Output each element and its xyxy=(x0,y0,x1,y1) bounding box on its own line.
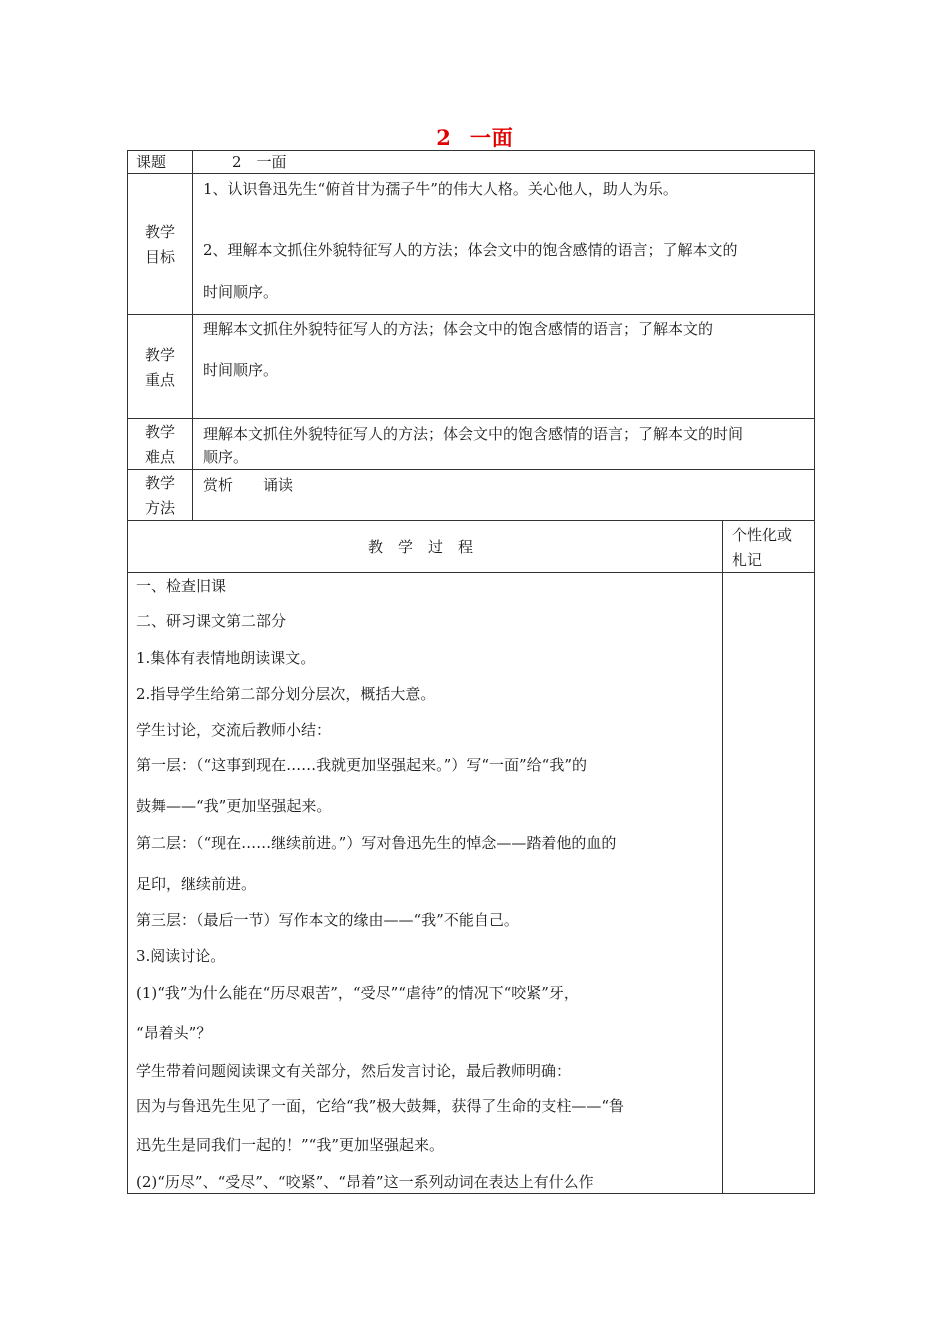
notes-column-header: 个性化或 札记 xyxy=(732,526,793,569)
process-line: 第一层：（“这事到现在……我就更加坚强起来。”）写“一面”给“我”的 xyxy=(136,756,588,774)
process-line: “昂着头”？ xyxy=(136,1024,212,1042)
page-title xyxy=(0,122,950,152)
process-line: 1.集体有表情地朗读课文。 xyxy=(136,649,316,667)
key-points-line-2: 时间顺序。 xyxy=(203,361,279,379)
process-line: 第三层：（最后一节）写作本文的缘由——“我”不能自己。 xyxy=(136,911,519,929)
goals-line-3: 时间顺序。 xyxy=(203,283,279,301)
methods-label: 教学 方法 xyxy=(144,474,175,517)
difficulties-label: 教学 难点 xyxy=(144,423,175,466)
process-line: 二、研习课文第二部分 xyxy=(136,612,287,630)
process-line: 足印，继续前进。 xyxy=(136,875,257,893)
process-line: 一、检查旧课 xyxy=(136,577,227,595)
course-value: 2 一面 xyxy=(232,153,287,171)
process-line: (2)“历尽”、“受尽”、“咬紧”、“昂着”这一系列动词在表达上有什么作 xyxy=(136,1173,594,1191)
process-line: 鼓舞——“我”更加坚强起来。 xyxy=(136,797,332,815)
goals-label: 教学 目标 xyxy=(144,223,175,266)
process-line: 迅先生是同我们一起的！”“我”更加坚强起来。 xyxy=(136,1136,445,1154)
difficulties-line-2: 顺序。 xyxy=(203,448,249,466)
process-line: 学生带着问题阅读课文有关部分，然后发言讨论，最后教师明确： xyxy=(136,1062,572,1080)
process-line: (1)“我”为什么能在“历尽艰苦”，“受尽”“虐待”的情况下“咬紧”牙， xyxy=(136,984,579,1002)
process-line: 第二层：（“现在……继续前进。”）写对鲁迅先生的悼念——踏着他的血的 xyxy=(136,834,617,852)
process-line: 学生讨论，交流后教师小结： xyxy=(136,721,332,739)
key-points-label: 教学 重点 xyxy=(144,346,175,389)
lesson-title: 一面 xyxy=(469,125,514,150)
methods-value: 赏析 诵读 xyxy=(203,476,294,494)
goals-line-2: 2、理解本文抓住外貌特征写人的方法；体会文中的饱含感情的语言；了解本文的 xyxy=(203,241,738,259)
process-line: 因为与鲁迅先生见了一面，它给“我”极大鼓舞，获得了生命的支柱——“鲁 xyxy=(136,1097,625,1115)
process-line: 2.指导学生给第二部分划分层次，概括大意。 xyxy=(136,685,436,703)
difficulties-line-1: 理解本文抓住外貌特征写人的方法；体会文中的饱含感情的语言；了解本文的时间 xyxy=(203,425,744,443)
process-header: 教 学 过 程 xyxy=(368,538,474,556)
course-label: 课题 xyxy=(136,153,167,171)
goals-line-1: 1、认识鲁迅先生“俯首甘为孺子牛”的伟大人格。关心他人，助人为乐。 xyxy=(203,180,678,198)
key-points-line-1: 理解本文抓住外貌特征写人的方法；体会文中的饱含感情的语言；了解本文的 xyxy=(203,320,714,338)
lesson-number: 2 xyxy=(436,125,452,150)
process-line: 3.阅读讨论。 xyxy=(136,947,226,965)
